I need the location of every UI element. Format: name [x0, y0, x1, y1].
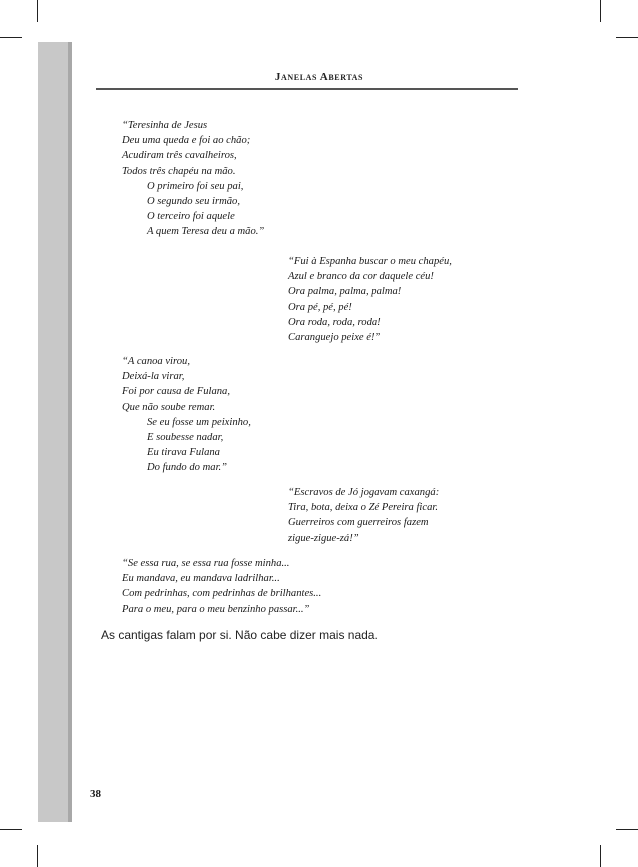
verse-line: Todos três chapéu na mão.	[122, 165, 236, 177]
verse-line: zigue-zigue-zá!”	[288, 532, 359, 544]
crop-mark	[37, 0, 38, 22]
verse-line-indented: Do fundo do mar.”	[147, 462, 228, 474]
verse-line: Deu uma queda e foi ao chão;	[122, 135, 251, 147]
stanza-rua	[122, 556, 321, 617]
verse-line-indented: O terceiro foi aquele	[147, 211, 235, 223]
verse-line: Eu mandava, eu mandava ladrilhar...	[122, 573, 280, 585]
verse-line: Tira, bota, deixa o Zé Pereira ficar.	[288, 502, 438, 514]
verse-line: “Se essa rua, se essa rua fosse minha...	[122, 558, 290, 569]
stanza-espanha	[288, 254, 452, 345]
verse-line: “Escravos de Jó jogavam caxangá:	[288, 487, 440, 498]
verse-line: Guerreiros com guerreiros fazem	[288, 517, 429, 529]
verse-line: Foi por causa de Fulana,	[122, 386, 230, 398]
verse-line: Ora roda, roda, roda!	[288, 316, 381, 328]
verse-line: Caranguejo peixe é!”	[288, 332, 381, 344]
page-margin-bar-edge	[68, 42, 72, 822]
verse-line: “Fui à Espanha buscar o meu chapéu,	[288, 256, 452, 267]
crop-mark	[616, 37, 638, 38]
verse-line: Ora pé, pé, pé!	[288, 301, 352, 313]
stanza-teresinha	[122, 118, 264, 240]
stanza-canoa	[122, 354, 251, 476]
verse-line: “Teresinha de Jesus	[122, 120, 208, 131]
header-rule	[96, 88, 518, 90]
verse-line: Ora palma, palma, palma!	[288, 286, 402, 298]
verse-line: Com pedrinhas, com pedrinhas de brilhantes...	[122, 588, 322, 600]
verse-line-indented: E soubesse nadar,	[147, 432, 224, 444]
verse-line: Que não soube remar.	[122, 401, 216, 413]
verse-line: Acudiram três cavalheiros,	[122, 150, 237, 162]
verse-line-indented: Se eu fosse um peixinho,	[147, 416, 251, 428]
running-header: Janelas Abertas	[274, 71, 364, 83]
verse-line: Deixá-la virar,	[122, 371, 185, 383]
verse-line: Azul e branco da cor daquele céu!	[288, 271, 434, 283]
crop-mark	[37, 845, 38, 867]
verse-line-indented: O segundo seu irmão,	[147, 196, 240, 208]
stanza-escravos	[288, 485, 439, 546]
page-margin-bar	[38, 42, 70, 822]
verse-line: Para o meu, para o meu benzinho passar...”	[122, 603, 310, 615]
crop-mark	[616, 829, 638, 830]
verse-line-indented: A quem Teresa deu a mão.”	[147, 226, 265, 238]
verse-line-indented: Eu tirava Fulana	[147, 447, 220, 459]
crop-mark	[0, 829, 22, 830]
closing-paragraph: As cantigas falam por si. Não cabe dizer mais nada.	[101, 628, 378, 642]
crop-mark	[600, 0, 601, 22]
crop-mark	[0, 37, 22, 38]
page-number: 38	[90, 788, 101, 800]
verse-line-indented: O primeiro foi seu pai,	[147, 180, 244, 192]
verse-line: “A canoa virou,	[122, 356, 190, 367]
crop-mark	[600, 845, 601, 867]
